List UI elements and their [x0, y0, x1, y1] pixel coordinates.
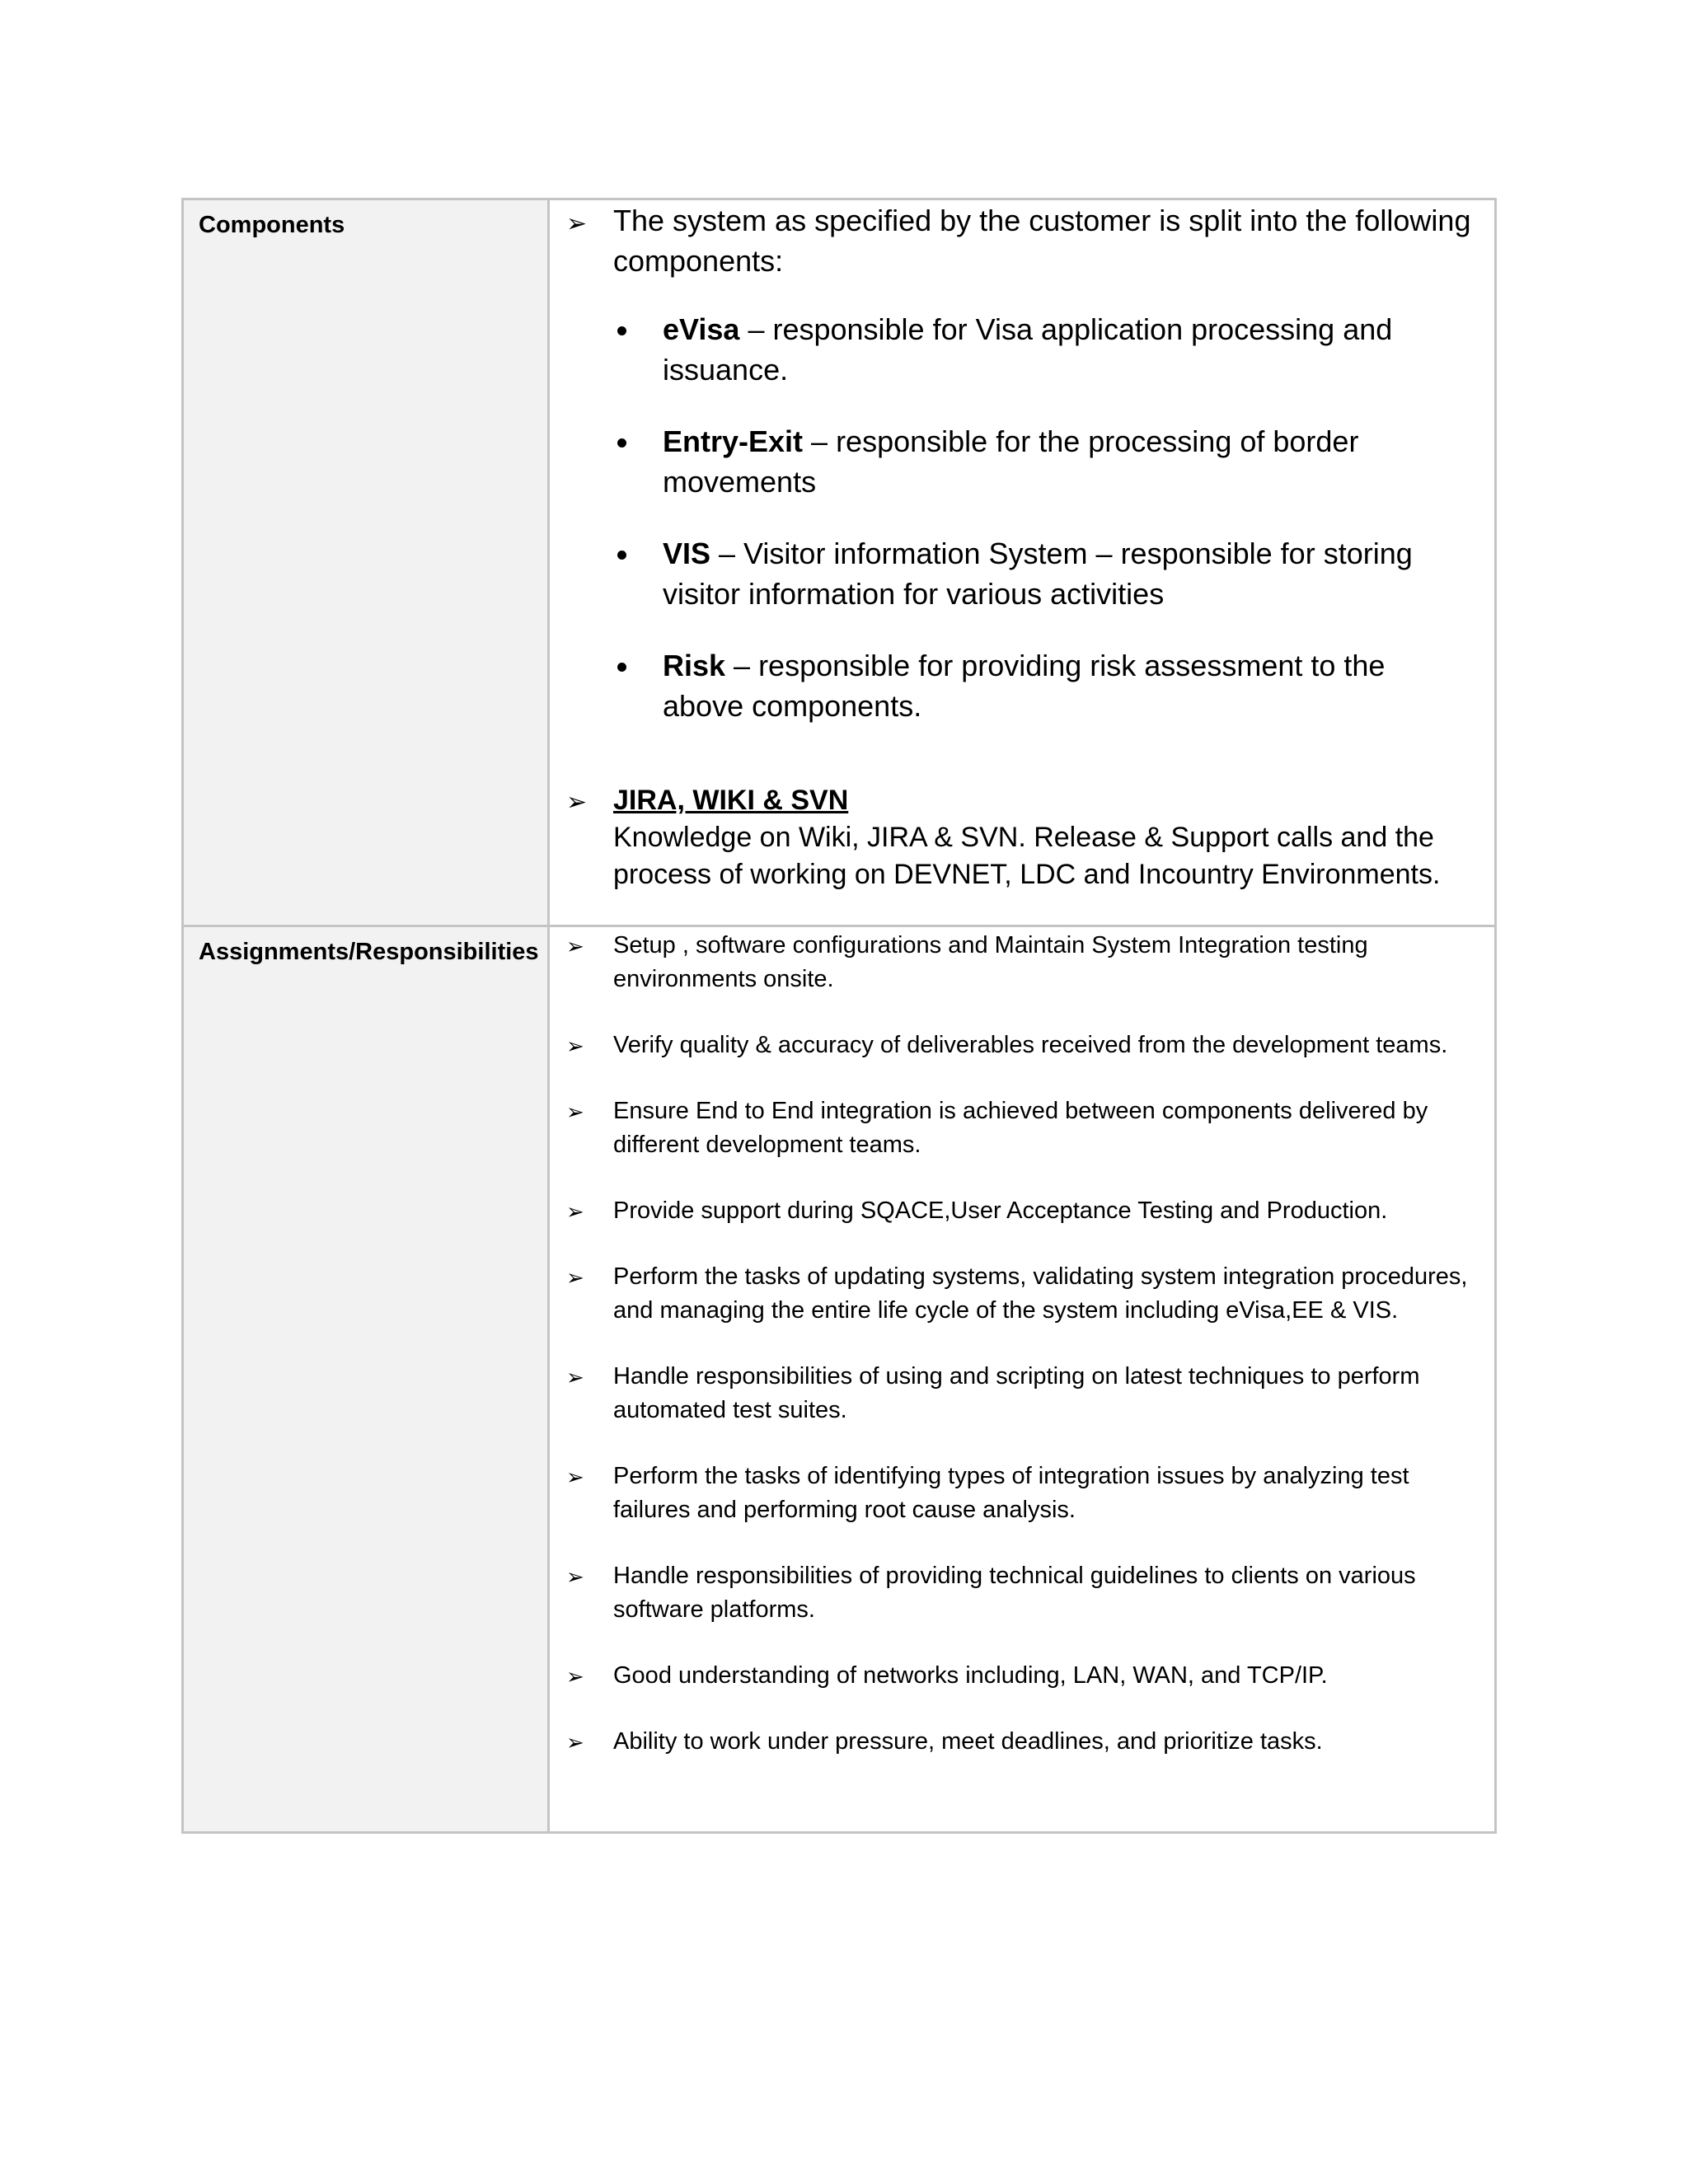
arrow-bullet-icon: ➢ [566, 1465, 584, 1490]
component-item-vis [550, 533, 1494, 614]
arrow-bullet-icon: ➢ [566, 788, 588, 817]
jira-wiki-svn-section [550, 782, 1494, 893]
list-item [550, 1460, 1494, 1527]
components-label-cell [183, 199, 549, 926]
responsibility-text: Perform the tasks of identifying types of integration issues by analyzing test failures and performing root cause analysis. [613, 1463, 1409, 1523]
responsibility-text: Good understanding of networks including, LAN, WAN, and TCP/IP. [613, 1662, 1328, 1689]
arrow-bullet-icon: ➢ [566, 935, 584, 959]
component-name: eVisa [663, 312, 740, 346]
arrow-bullet-icon: ➢ [566, 1665, 584, 1690]
list-item [550, 1725, 1494, 1759]
responsibility-text: Provide support during SQACE,User Acceptance Testing and Production. [613, 1197, 1388, 1224]
responsibilities-list [550, 929, 1494, 1759]
components-list [550, 309, 1494, 726]
bullet-dot-icon [617, 551, 626, 560]
components-intro [550, 200, 1494, 281]
list-item [550, 929, 1494, 996]
list-item [550, 1260, 1494, 1328]
component-item-risk [550, 645, 1494, 726]
list-item [550, 1659, 1494, 1693]
components-content-cell [549, 199, 1496, 926]
jira-wiki-svn-title: JIRA, WIKI & SVN [613, 785, 849, 816]
arrow-bullet-icon: ➢ [566, 1366, 584, 1390]
responsibility-text: Handle responsibilities of providing technical guidelines to clients on various software platforms. [613, 1563, 1416, 1623]
arrow-bullet-icon: ➢ [566, 1565, 584, 1590]
components-row [183, 199, 1496, 926]
component-name: Entry-Exit [663, 424, 804, 458]
arrow-bullet-icon: ➢ [566, 209, 588, 238]
arrow-bullet-icon: ➢ [566, 1034, 584, 1059]
list-item [550, 1094, 1494, 1162]
responsibility-text: Ensure End to End integration is achieved between components delivered by different development teams. [613, 1098, 1428, 1158]
component-desc: – Visitor information System – responsible for storing visitor information for various activities [663, 537, 1413, 611]
responsibility-text: Perform the tasks of updating systems, validating system integration procedures, and managing the entire life cycle of the system including eVisa,EE & VIS. [613, 1263, 1468, 1324]
assignments-label: Assignments/Responsibilities [199, 939, 539, 965]
arrow-bullet-icon: ➢ [566, 1266, 584, 1291]
component-desc: – responsible for Visa application processing and issuance. [663, 312, 1393, 387]
responsibility-text: Verify quality & accuracy of deliverables received from the development teams. [613, 1032, 1448, 1058]
assignments-content-cell [549, 926, 1496, 1833]
component-item-entry-exit [550, 421, 1494, 502]
arrow-bullet-icon: ➢ [566, 1100, 584, 1125]
component-name: VIS [663, 537, 711, 570]
arrow-bullet-icon: ➢ [566, 1731, 584, 1755]
components-label: Components [199, 212, 345, 238]
responsibility-text: Handle responsibilities of using and scripting on latest techniques to perform automated test suites. [613, 1363, 1420, 1423]
arrow-bullet-icon: ➢ [566, 1200, 584, 1225]
resume-details-table [181, 198, 1497, 1834]
assignments-label-cell [183, 926, 549, 1833]
responsibility-text: Ability to work under pressure, meet deadlines, and prioritize tasks. [613, 1728, 1323, 1755]
list-item [550, 1029, 1494, 1062]
responsibility-text: Setup , software configurations and Maintain System Integration testing environments onsite. [613, 932, 1368, 992]
component-desc: – responsible for providing risk assessment to the above components. [663, 649, 1386, 723]
bullet-dot-icon [617, 326, 626, 335]
list-item [550, 1360, 1494, 1427]
components-intro-text: The system as specified by the customer is split into the following components: [613, 204, 1471, 278]
component-item-evisa [550, 309, 1494, 390]
assignments-row [183, 926, 1496, 1833]
bullet-dot-icon [617, 438, 626, 448]
component-desc: – responsible for the processing of border movements [663, 424, 1359, 499]
list-item [550, 1559, 1494, 1627]
component-name: Risk [663, 649, 726, 682]
jira-wiki-svn-text: Knowledge on Wiki, JIRA & SVN. Release & Support calls and the process of working on DEVNET, LDC and Incountry Environments. [613, 822, 1441, 890]
list-item [550, 1194, 1494, 1228]
bullet-dot-icon [617, 663, 626, 672]
